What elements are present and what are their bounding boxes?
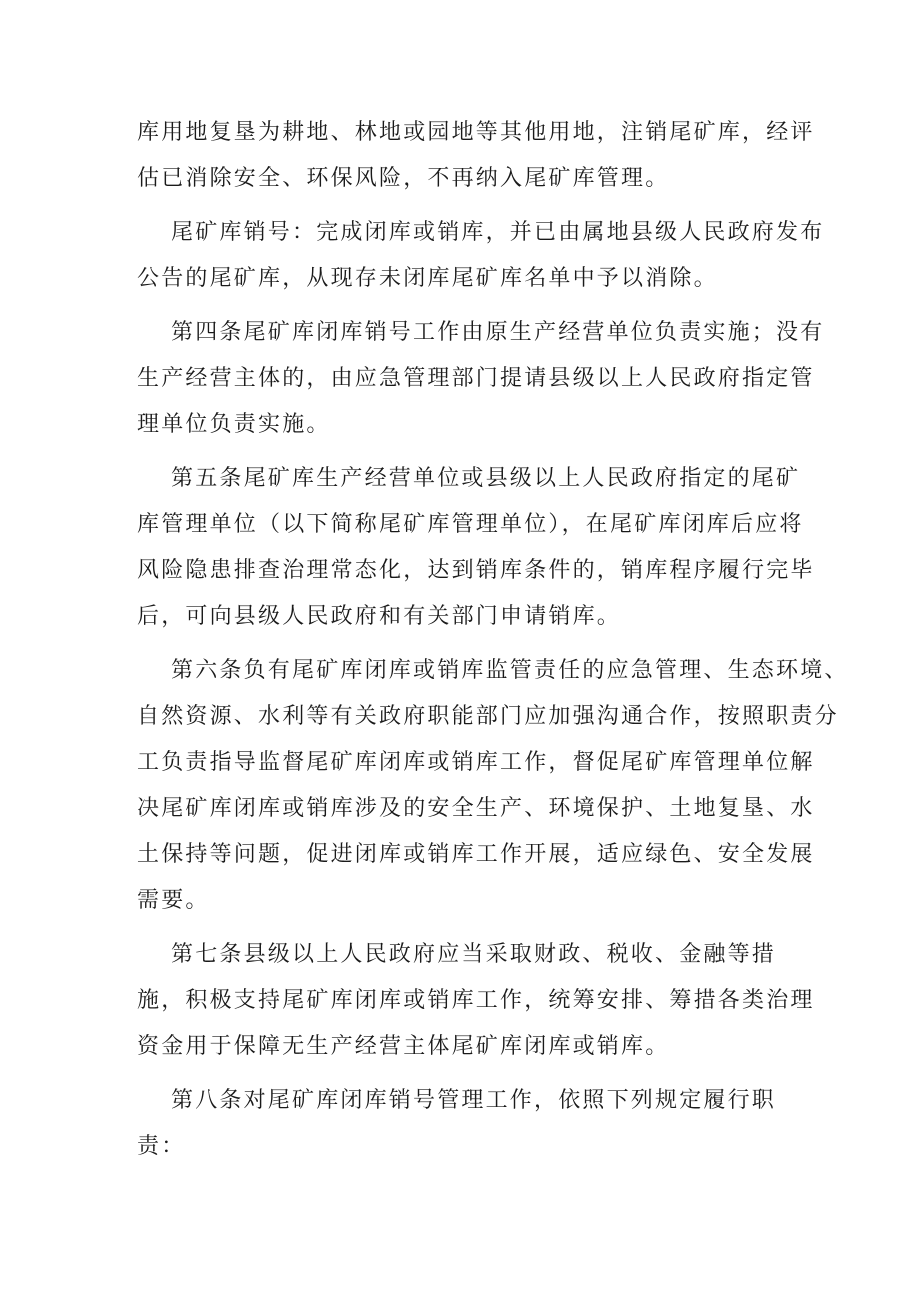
paragraph-line: 责： — [137, 1134, 186, 1159]
paragraph-line: 第六条负有尾矿库闭库或销库监管责任的应急管理、生态环境、 — [171, 658, 849, 683]
paragraph-line: 资金用于保障无生产经营主体尾矿库闭库或销库。 — [137, 1034, 670, 1059]
paragraph-line: 第八条对尾矿库闭库销号管理工作，依照下列规定履行职 — [171, 1088, 777, 1113]
document-body — [137, 110, 849, 1170]
paragraph-line: 尾矿库销号：完成闭库或销库，并已由属地县级人民政府发布 — [171, 220, 825, 245]
paragraph-line: 理单位负责实施。 — [137, 412, 331, 437]
paragraph-line: 需要。 — [137, 888, 210, 913]
paragraph-line: 自然资源、水利等有关政府职能部门应加强沟通合作，按照职责分 — [137, 704, 839, 729]
paragraph-line: 库用地复垦为耕地、林地或园地等其他用地，注销尾矿库，经评 — [137, 120, 815, 145]
paragraph-line: 第四条尾矿库闭库销号工作由原生产经营单位负责实施；没有 — [171, 320, 825, 345]
paragraph-line: 后，可向县级人民政府和有关部门申请销库。 — [137, 604, 622, 629]
paragraph-line: 风险隐患排查治理常态化，达到销库条件的，销库程序履行完毕 — [137, 558, 815, 583]
paragraph-line: 估已消除安全、环保风险，不再纳入尾矿库管理。 — [137, 166, 670, 191]
paragraph-line: 生产经营主体的，由应急管理部门提请县级以上人民政府指定管 — [137, 366, 815, 391]
paragraph-line: 库管理单位（以下简称尾矿库管理单位），在尾矿库闭库后应将 — [137, 512, 804, 537]
paragraph-line: 施，积极支持尾矿库闭库或销库工作，统筹安排、筹措各类治理 — [137, 988, 815, 1013]
paragraph-line: 公告的尾矿库，从现存未闭库尾矿库名单中予以消除。 — [137, 266, 718, 291]
paragraph-line: 工负责指导监督尾矿库闭库或销库工作，督促尾矿库管理单位解 — [137, 750, 815, 775]
paragraph-line: 第五条尾矿库生产经营单位或县级以上人民政府指定的尾矿 — [171, 466, 801, 491]
paragraph-line: 决尾矿库闭库或销库涉及的安全生产、环境保护、土地复垦、水 — [137, 796, 815, 821]
paragraph-line: 土保持等问题，促进闭库或销库工作开展，适应绿色、安全发展 — [137, 842, 815, 867]
paragraph-line: 第七条县级以上人民政府应当采取财政、税收、金融等措 — [171, 942, 777, 967]
